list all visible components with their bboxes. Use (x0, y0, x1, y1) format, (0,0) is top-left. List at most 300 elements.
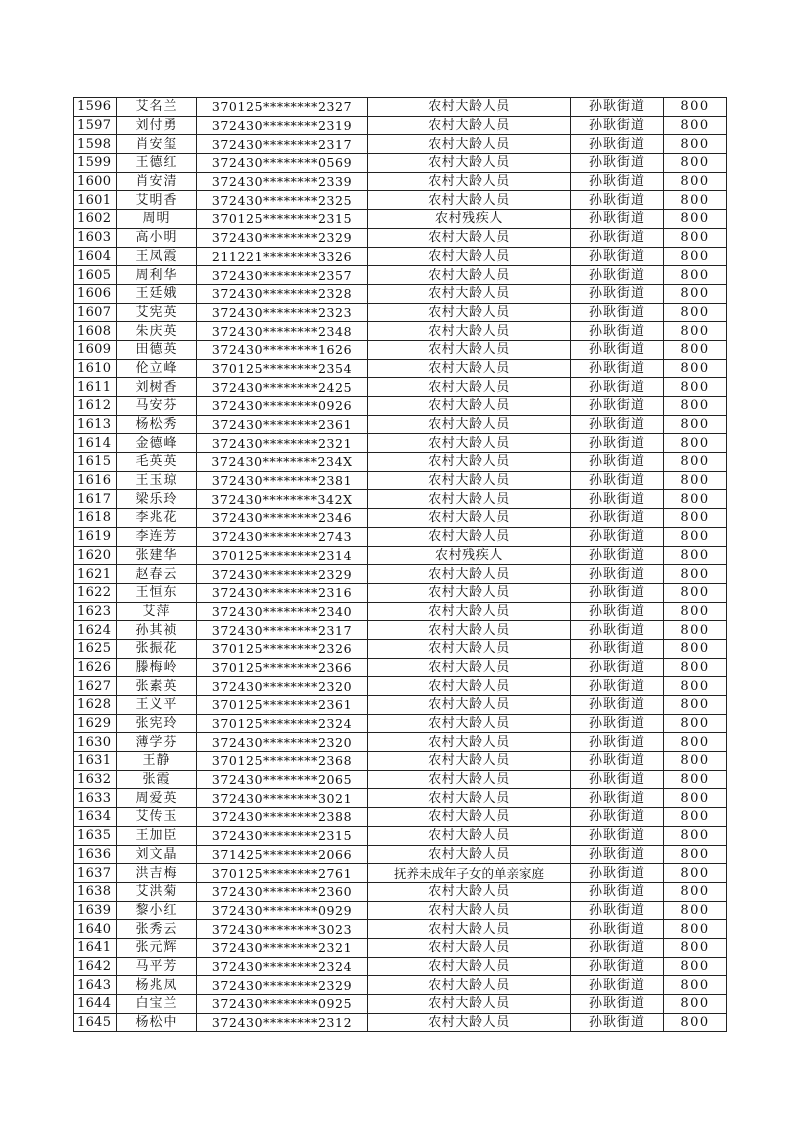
row-index-cell: 1599 (74, 154, 117, 173)
row-index-cell: 1635 (74, 826, 117, 845)
area-cell: 孙耿街道 (571, 378, 664, 397)
table-row (74, 714, 727, 733)
table-row (74, 378, 727, 397)
name-cell: 李兆花 (117, 509, 197, 528)
id-number-cell: 211221********3326 (197, 247, 368, 266)
id-number-cell: 370125********2368 (197, 752, 368, 771)
area-cell: 孙耿街道 (571, 228, 664, 247)
category-cell: 农村大龄人员 (368, 453, 571, 472)
area-cell: 孙耿街道 (571, 602, 664, 621)
table-row (74, 770, 727, 789)
table-row (74, 228, 727, 247)
table-row (74, 658, 727, 677)
name-cell: 王加臣 (117, 826, 197, 845)
name-cell: 李连芳 (117, 527, 197, 546)
table-row (74, 509, 727, 528)
id-number-cell: 372430********0569 (197, 154, 368, 173)
name-cell: 周明 (117, 210, 197, 229)
area-cell: 孙耿街道 (571, 490, 664, 509)
amount-cell: 800 (664, 714, 727, 733)
id-number-cell: 372430********2346 (197, 509, 368, 528)
id-number-cell: 370125********2314 (197, 546, 368, 565)
area-cell: 孙耿街道 (571, 957, 664, 976)
row-index-cell: 1600 (74, 172, 117, 191)
table-row (74, 733, 727, 752)
amount-cell: 800 (664, 247, 727, 266)
amount-cell: 800 (664, 340, 727, 359)
id-number-cell: 372430********2361 (197, 415, 368, 434)
area-cell: 孙耿街道 (571, 135, 664, 154)
beneficiary-table (73, 97, 727, 1032)
row-index-cell: 1642 (74, 957, 117, 976)
area-cell: 孙耿街道 (571, 714, 664, 733)
category-cell: 农村大龄人员 (368, 527, 571, 546)
table-row (74, 453, 727, 472)
name-cell: 张建华 (117, 546, 197, 565)
amount-cell: 800 (664, 284, 727, 303)
area-cell: 孙耿街道 (571, 733, 664, 752)
category-cell: 农村大龄人员 (368, 995, 571, 1014)
amount-cell: 800 (664, 116, 727, 135)
amount-cell: 800 (664, 770, 727, 789)
amount-cell: 800 (664, 565, 727, 584)
category-cell: 农村大龄人员 (368, 378, 571, 397)
row-index-cell: 1631 (74, 752, 117, 771)
table-row (74, 527, 727, 546)
amount-cell: 800 (664, 639, 727, 658)
amount-cell: 800 (664, 359, 727, 378)
row-index-cell: 1623 (74, 602, 117, 621)
category-cell: 农村大龄人员 (368, 826, 571, 845)
row-index-cell: 1633 (74, 789, 117, 808)
name-cell: 田德英 (117, 340, 197, 359)
id-number-cell: 372430********2425 (197, 378, 368, 397)
category-cell: 农村大龄人员 (368, 172, 571, 191)
area-cell: 孙耿街道 (571, 826, 664, 845)
amount-cell: 800 (664, 303, 727, 322)
row-index-cell: 1614 (74, 434, 117, 453)
area-cell: 孙耿街道 (571, 920, 664, 939)
area-cell: 孙耿街道 (571, 677, 664, 696)
row-index-cell: 1621 (74, 565, 117, 584)
row-index-cell: 1612 (74, 397, 117, 416)
amount-cell: 800 (664, 826, 727, 845)
row-index-cell: 1628 (74, 696, 117, 715)
category-cell: 农村大龄人员 (368, 621, 571, 640)
area-cell: 孙耿街道 (571, 938, 664, 957)
name-cell: 张素英 (117, 677, 197, 696)
amount-cell: 800 (664, 621, 727, 640)
amount-cell: 800 (664, 1013, 727, 1032)
id-number-cell: 372430********2323 (197, 303, 368, 322)
name-cell: 刘文晶 (117, 845, 197, 864)
table-row (74, 266, 727, 285)
name-cell: 刘付勇 (117, 116, 197, 135)
name-cell: 杨兆凤 (117, 976, 197, 995)
row-index-cell: 1629 (74, 714, 117, 733)
table-row (74, 565, 727, 584)
id-number-cell: 372430********2317 (197, 135, 368, 154)
id-number-cell: 372430********2329 (197, 976, 368, 995)
row-index-cell: 1625 (74, 639, 117, 658)
row-index-cell: 1620 (74, 546, 117, 565)
amount-cell: 800 (664, 696, 727, 715)
name-cell: 杨松中 (117, 1013, 197, 1032)
amount-cell: 800 (664, 415, 727, 434)
area-cell: 孙耿街道 (571, 995, 664, 1014)
table-row (74, 752, 727, 771)
id-number-cell: 372430********3021 (197, 789, 368, 808)
area-cell: 孙耿街道 (571, 509, 664, 528)
name-cell: 王廷娥 (117, 284, 197, 303)
category-cell: 农村大龄人员 (368, 434, 571, 453)
row-index-cell: 1616 (74, 471, 117, 490)
id-number-cell: 372430********0925 (197, 995, 368, 1014)
area-cell: 孙耿街道 (571, 322, 664, 341)
id-number-cell: 372430********2340 (197, 602, 368, 621)
row-index-cell: 1640 (74, 920, 117, 939)
category-cell: 农村大龄人员 (368, 303, 571, 322)
category-cell: 农村大龄人员 (368, 509, 571, 528)
row-index-cell: 1624 (74, 621, 117, 640)
amount-cell: 800 (664, 527, 727, 546)
table-row (74, 135, 727, 154)
area-cell: 孙耿街道 (571, 583, 664, 602)
id-number-cell: 372430********2319 (197, 116, 368, 135)
table-row (74, 920, 727, 939)
table-row (74, 247, 727, 266)
id-number-cell: 372430********2317 (197, 621, 368, 640)
category-cell: 农村大龄人员 (368, 116, 571, 135)
name-cell: 张霞 (117, 770, 197, 789)
amount-cell: 800 (664, 266, 727, 285)
category-cell: 农村大龄人员 (368, 135, 571, 154)
area-cell: 孙耿街道 (571, 845, 664, 864)
category-cell: 农村大龄人员 (368, 639, 571, 658)
row-index-cell: 1645 (74, 1013, 117, 1032)
amount-cell: 800 (664, 938, 727, 957)
area-cell: 孙耿街道 (571, 359, 664, 378)
id-number-cell: 372430********2357 (197, 266, 368, 285)
table-row (74, 172, 727, 191)
name-cell: 艾传玉 (117, 808, 197, 827)
name-cell: 刘树香 (117, 378, 197, 397)
name-cell: 杨松秀 (117, 415, 197, 434)
amount-cell: 800 (664, 957, 727, 976)
table-row (74, 397, 727, 416)
amount-cell: 800 (664, 98, 727, 117)
name-cell: 薄学芬 (117, 733, 197, 752)
name-cell: 孙其祯 (117, 621, 197, 640)
amount-cell: 800 (664, 322, 727, 341)
amount-cell: 800 (664, 135, 727, 154)
category-cell: 农村大龄人员 (368, 583, 571, 602)
table-row (74, 471, 727, 490)
row-index-cell: 1602 (74, 210, 117, 229)
category-cell: 农村大龄人员 (368, 266, 571, 285)
amount-cell: 800 (664, 471, 727, 490)
table-row (74, 808, 727, 827)
area-cell: 孙耿街道 (571, 247, 664, 266)
amount-cell: 800 (664, 490, 727, 509)
name-cell: 王恒东 (117, 583, 197, 602)
name-cell: 滕梅岭 (117, 658, 197, 677)
table-row (74, 639, 727, 658)
category-cell: 农村大龄人员 (368, 976, 571, 995)
id-number-cell: 372430********2381 (197, 471, 368, 490)
name-cell: 马安芬 (117, 397, 197, 416)
table-row (74, 415, 727, 434)
table-row (74, 901, 727, 920)
name-cell: 梁乐玲 (117, 490, 197, 509)
row-index-cell: 1641 (74, 938, 117, 957)
name-cell: 王德红 (117, 154, 197, 173)
id-number-cell: 372430********2320 (197, 677, 368, 696)
amount-cell: 800 (664, 172, 727, 191)
id-number-cell: 372430********2388 (197, 808, 368, 827)
row-index-cell: 1617 (74, 490, 117, 509)
table-row (74, 583, 727, 602)
row-index-cell: 1606 (74, 284, 117, 303)
category-cell: 农村大龄人员 (368, 154, 571, 173)
row-index-cell: 1637 (74, 864, 117, 883)
name-cell: 黎小红 (117, 901, 197, 920)
category-cell: 农村大龄人员 (368, 733, 571, 752)
table-row (74, 621, 727, 640)
area-cell: 孙耿街道 (571, 98, 664, 117)
area-cell: 孙耿街道 (571, 340, 664, 359)
name-cell: 白宝兰 (117, 995, 197, 1014)
amount-cell: 800 (664, 677, 727, 696)
id-number-cell: 372430********2320 (197, 733, 368, 752)
area-cell: 孙耿街道 (571, 658, 664, 677)
id-number-cell: 370125********2354 (197, 359, 368, 378)
category-cell: 农村大龄人员 (368, 714, 571, 733)
category-cell: 农村大龄人员 (368, 1013, 571, 1032)
row-index-cell: 1608 (74, 322, 117, 341)
category-cell: 农村大龄人员 (368, 471, 571, 490)
row-index-cell: 1626 (74, 658, 117, 677)
area-cell: 孙耿街道 (571, 696, 664, 715)
id-number-cell: 370125********2761 (197, 864, 368, 883)
area-cell: 孙耿街道 (571, 415, 664, 434)
row-index-cell: 1609 (74, 340, 117, 359)
id-number-cell: 372430********2324 (197, 957, 368, 976)
table-row (74, 938, 727, 957)
area-cell: 孙耿街道 (571, 471, 664, 490)
area-cell: 孙耿街道 (571, 976, 664, 995)
area-cell: 孙耿街道 (571, 565, 664, 584)
amount-cell: 800 (664, 583, 727, 602)
area-cell: 孙耿街道 (571, 266, 664, 285)
category-cell: 农村大龄人员 (368, 938, 571, 957)
name-cell: 肖安玺 (117, 135, 197, 154)
category-cell: 农村大龄人员 (368, 397, 571, 416)
id-number-cell: 370125********2327 (197, 98, 368, 117)
name-cell: 张秀云 (117, 920, 197, 939)
row-index-cell: 1644 (74, 995, 117, 1014)
name-cell: 朱庆英 (117, 322, 197, 341)
amount-cell: 800 (664, 658, 727, 677)
area-cell: 孙耿街道 (571, 434, 664, 453)
amount-cell: 800 (664, 789, 727, 808)
name-cell: 伦立峰 (117, 359, 197, 378)
row-index-cell: 1610 (74, 359, 117, 378)
id-number-cell: 372430********2316 (197, 583, 368, 602)
id-number-cell: 372430********2743 (197, 527, 368, 546)
name-cell: 艾洪菊 (117, 882, 197, 901)
id-number-cell: 372430********2328 (197, 284, 368, 303)
table-row (74, 864, 727, 883)
id-number-cell: 370125********2366 (197, 658, 368, 677)
amount-cell: 800 (664, 901, 727, 920)
row-index-cell: 1634 (74, 808, 117, 827)
amount-cell: 800 (664, 378, 727, 397)
row-index-cell: 1605 (74, 266, 117, 285)
category-cell: 农村大龄人员 (368, 247, 571, 266)
category-cell: 农村大龄人员 (368, 808, 571, 827)
id-number-cell: 372430********2348 (197, 322, 368, 341)
row-index-cell: 1611 (74, 378, 117, 397)
table-row (74, 340, 727, 359)
area-cell: 孙耿街道 (571, 172, 664, 191)
table-row (74, 882, 727, 901)
area-cell: 孙耿街道 (571, 1013, 664, 1032)
id-number-cell: 372430********3023 (197, 920, 368, 939)
id-number-cell: 370125********2324 (197, 714, 368, 733)
name-cell: 张宪玲 (117, 714, 197, 733)
category-cell: 农村大龄人员 (368, 191, 571, 210)
table-row (74, 434, 727, 453)
row-index-cell: 1596 (74, 98, 117, 117)
table-row (74, 826, 727, 845)
category-cell: 农村大龄人员 (368, 901, 571, 920)
area-cell: 孙耿街道 (571, 752, 664, 771)
table-row (74, 602, 727, 621)
table-row (74, 303, 727, 322)
category-cell: 农村大龄人员 (368, 957, 571, 976)
row-index-cell: 1615 (74, 453, 117, 472)
row-index-cell: 1627 (74, 677, 117, 696)
area-cell: 孙耿街道 (571, 770, 664, 789)
category-cell: 农村残疾人 (368, 210, 571, 229)
id-number-cell: 370125********2315 (197, 210, 368, 229)
amount-cell: 800 (664, 808, 727, 827)
amount-cell: 800 (664, 602, 727, 621)
id-number-cell: 372430********2312 (197, 1013, 368, 1032)
amount-cell: 800 (664, 752, 727, 771)
row-index-cell: 1613 (74, 415, 117, 434)
amount-cell: 800 (664, 920, 727, 939)
row-index-cell: 1604 (74, 247, 117, 266)
table-row (74, 210, 727, 229)
name-cell: 艾明香 (117, 191, 197, 210)
id-number-cell: 372430********2321 (197, 434, 368, 453)
area-cell: 孙耿街道 (571, 154, 664, 173)
name-cell: 艾名兰 (117, 98, 197, 117)
name-cell: 艾萍 (117, 602, 197, 621)
area-cell: 孙耿街道 (571, 546, 664, 565)
id-number-cell: 370125********2326 (197, 639, 368, 658)
area-cell: 孙耿街道 (571, 901, 664, 920)
name-cell: 赵春云 (117, 565, 197, 584)
amount-cell: 800 (664, 509, 727, 528)
category-cell: 农村大龄人员 (368, 677, 571, 696)
table-row (74, 845, 727, 864)
category-cell: 农村大龄人员 (368, 490, 571, 509)
category-cell: 农村大龄人员 (368, 98, 571, 117)
category-cell: 农村大龄人员 (368, 228, 571, 247)
row-index-cell: 1603 (74, 228, 117, 247)
row-index-cell: 1643 (74, 976, 117, 995)
category-cell: 农村大龄人员 (368, 696, 571, 715)
row-index-cell: 1636 (74, 845, 117, 864)
row-index-cell: 1632 (74, 770, 117, 789)
area-cell: 孙耿街道 (571, 210, 664, 229)
area-cell: 孙耿街道 (571, 303, 664, 322)
table-row (74, 284, 727, 303)
category-cell: 农村大龄人员 (368, 284, 571, 303)
row-index-cell: 1597 (74, 116, 117, 135)
category-cell: 农村大龄人员 (368, 359, 571, 378)
category-cell: 农村大龄人员 (368, 602, 571, 621)
name-cell: 洪吉梅 (117, 864, 197, 883)
name-cell: 王玉琼 (117, 471, 197, 490)
id-number-cell: 372430********2329 (197, 565, 368, 584)
amount-cell: 800 (664, 864, 727, 883)
table-row (74, 677, 727, 696)
row-index-cell: 1622 (74, 583, 117, 602)
table-row (74, 490, 727, 509)
row-index-cell: 1638 (74, 882, 117, 901)
id-number-cell: 372430********2339 (197, 172, 368, 191)
name-cell: 王凤霞 (117, 247, 197, 266)
table-row (74, 1013, 727, 1032)
amount-cell: 800 (664, 210, 727, 229)
category-cell: 农村大龄人员 (368, 770, 571, 789)
name-cell: 王义平 (117, 696, 197, 715)
area-cell: 孙耿街道 (571, 621, 664, 640)
category-cell: 农村大龄人员 (368, 565, 571, 584)
name-cell: 王静 (117, 752, 197, 771)
row-index-cell: 1630 (74, 733, 117, 752)
id-number-cell: 372430********2329 (197, 228, 368, 247)
name-cell: 马平芳 (117, 957, 197, 976)
table-row (74, 98, 727, 117)
table-row (74, 359, 727, 378)
category-cell: 农村大龄人员 (368, 845, 571, 864)
amount-cell: 800 (664, 154, 727, 173)
amount-cell: 800 (664, 228, 727, 247)
name-cell: 艾宪英 (117, 303, 197, 322)
category-cell: 农村大龄人员 (368, 415, 571, 434)
area-cell: 孙耿街道 (571, 882, 664, 901)
name-cell: 周利华 (117, 266, 197, 285)
category-cell: 农村大龄人员 (368, 322, 571, 341)
category-cell: 农村大龄人员 (368, 658, 571, 677)
id-number-cell: 371425********2066 (197, 845, 368, 864)
row-index-cell: 1601 (74, 191, 117, 210)
amount-cell: 800 (664, 976, 727, 995)
area-cell: 孙耿街道 (571, 864, 664, 883)
category-cell: 抚养未成年子女的单亲家庭 (368, 864, 571, 883)
table-row (74, 191, 727, 210)
area-cell: 孙耿街道 (571, 453, 664, 472)
name-cell: 金德峰 (117, 434, 197, 453)
id-number-cell: 372430********1626 (197, 340, 368, 359)
amount-cell: 800 (664, 882, 727, 901)
category-cell: 农村大龄人员 (368, 752, 571, 771)
